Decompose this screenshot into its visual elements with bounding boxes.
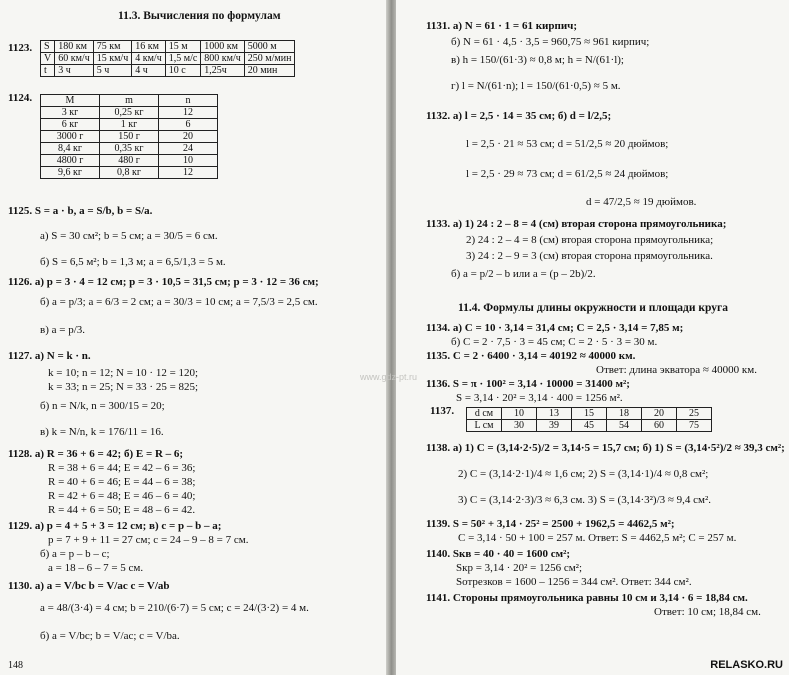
table-cell: t [41,65,55,77]
solution-line: S = 3,14 · 20² = 3,14 · 400 = 1256 м². [456,392,623,404]
table-cell: 6 кг [41,119,100,131]
table-cell: 10 с [165,65,201,77]
solution-line: 1129. а) p = 4 + 5 + 3 = 12 см; в) c = p – b – a; [8,520,222,532]
table-cell: 4 ч [132,65,166,77]
table-row [41,95,218,107]
table-cell: 30 [502,420,537,432]
table-cell: d см [467,408,502,420]
table-cell: 1000 км [201,41,245,53]
table-cell: 15 м [165,41,201,53]
solution-line: 1140. Sкв = 40 · 40 = 1600 см²; [426,548,571,560]
table-cell: M [41,95,100,107]
table-cell: 12 [159,107,218,119]
table-cell: m [100,95,159,107]
table-cell: 6 [159,119,218,131]
left-page [0,0,388,675]
solution-line: l = 2,5 · 21 ≈ 53 см; d = 51/2,5 ≈ 20 дюймов; [466,138,669,150]
table-cell: 16 км [132,41,166,53]
solution-line: R = 40 + 6 = 46; E = 44 – 6 = 38; [48,476,196,488]
solution-line: в) h = 150/(61·3) ≈ 0,8 м; h = N/(61·l); [451,54,624,66]
table-cell: 60 [642,420,677,432]
solution-line: 2) 24 : 2 – 4 = 8 (см) вторая сторона прямоугольника; [466,234,714,246]
solution-line: Sкр = 3,14 · 20² = 1256 см²; [456,562,583,574]
solution-line: б) S = 6,5 м²; b = 1,3 м; a = 6,5/1,3 = 5 м. [40,256,226,268]
solution-line: l = 2,5 · 29 ≈ 73 см; d = 61/2,5 ≈ 24 дюймов; [466,168,669,180]
table-cell: 4800 г [41,155,100,167]
table-row [41,65,295,77]
solution-line: б) a = p – b – c; [40,548,110,560]
table-1137 [466,407,712,432]
solution-line: 1128. а) R = 36 + 6 = 42; б) E = R – 6; [8,448,184,460]
table-cell: 13 [537,408,572,420]
right-page [396,0,789,675]
table-cell: n [159,95,218,107]
table-row [41,131,218,143]
table-cell: 1 кг [100,119,159,131]
section-header-11-3: 11.3. Вычисления по формулам [118,10,281,22]
table-cell: 54 [607,420,642,432]
solution-line: 1130. а) a = V/bc b = V/ac c = V/ab [8,580,170,592]
table-row [41,155,218,167]
solution-line: p = 7 + 9 + 11 = 27 см; c = 24 – 9 – 8 = 7 см. [48,534,249,546]
problem-1137-number: 1137. [430,405,455,417]
table-cell: 10 [159,155,218,167]
solution-line: d = 47/2,5 ≈ 19 дюймов. [586,196,697,208]
table-cell: 15 км/ч [93,53,132,65]
table-cell: 150 г [100,131,159,143]
table-cell: 75 км [93,41,132,53]
solution-line: 1127. а) N = k · n. [8,350,91,362]
solution-line: 1133. а) 1) 24 : 2 – 8 = 4 (см) вторая сторона прямоугольника; [426,218,727,230]
table-cell: 18 [607,408,642,420]
problem-1123-number: 1123. [8,42,33,54]
table-row [41,119,218,131]
solution-line: k = 10; n = 12; N = 10 · 12 = 120; [48,367,199,379]
table-row [41,53,295,65]
solution-line: б) a = p/3; a = 6/3 = 2 см; a = 30/3 = 10 см; a = 7,5/3 = 2,5 см. [40,296,318,308]
table-cell: 20 мин [244,65,295,77]
solution-line: б) a = p/2 – b или a = (p – 2b)/2. [451,268,596,280]
table-cell: 8,4 кг [41,143,100,155]
solution-line: 1134. а) C = 10 · 3,14 = 31,4 см; C = 2,5 · 3,14 = 7,85 м; [426,322,684,334]
solution-line: 1125. S = a · b, a = S/b, b = S/a. [8,205,153,217]
table-cell: 12 [159,167,218,179]
table-cell: 15 [572,408,607,420]
solution-line: б) C = 2 · 7,5 · 3 = 45 см; C = 2 · 5 · 3 = 30 м. [451,336,658,348]
table-row [467,420,712,432]
solution-line: R = 44 + 6 = 50; E = 48 – 6 = 42. [48,504,196,516]
table-cell: 250 м/мин [244,53,295,65]
problem-1124-number: 1124. [8,92,33,104]
solution-line: 1132. а) l = 2,5 · 14 = 35 см; б) d = l/2,5; [426,110,612,122]
watermark: www.gdz-pt.ru [360,372,418,382]
solution-line: 1141. Стороны прямоугольника равны 10 см и 3,14 · 6 = 18,84 см. [426,592,748,604]
solution-line: г) l = N/(61·n); l = 150/(61·0,5) ≈ 5 м. [451,80,621,92]
solution-line: б) a = V/bc; b = V/ac; c = V/ba. [40,630,180,642]
table-cell: 3 ч [55,65,94,77]
solution-line: R = 38 + 6 = 44; E = 42 – 6 = 36; [48,462,196,474]
table-cell: 3 кг [41,107,100,119]
table-cell: 0,8 кг [100,167,159,179]
table-cell: S [41,41,55,53]
solution-line: k = 33; n = 25; N = 33 · 25 = 825; [48,381,199,393]
table-cell: 25 [677,408,712,420]
section-header-11-4: 11.4. Формулы длины окружности и площади круга [458,302,728,314]
solution-line: 1131. а) N = 61 · 1 = 61 кирпич; [426,20,578,32]
solution-line: 1138. а) 1) C = (3,14·2·5)/2 = 3,14·5 = 15,7 см; б) 1) S = (3,14·5²)/2 ≈ 39,3 см²; [426,442,785,454]
table-row [41,107,218,119]
table-1124 [40,94,218,179]
site-logo: RELASKO.RU [710,659,783,671]
table-cell: 5 ч [93,65,132,77]
table-cell: 3000 г [41,131,100,143]
solution-line: 1139. S = 50² + 3,14 · 25² = 2500 + 1962,5 = 4462,5 м²; [426,518,675,530]
solution-line: a = 48/(3·4) = 4 см; b = 210/(6·7) = 5 см; c = 24/(3·2) = 4 м. [40,602,309,614]
table-cell: 10 [502,408,537,420]
page-number: 148 [8,660,23,671]
solution-line: 1126. а) p = 3 · 4 = 12 см; p = 3 · 10,5 = 31,5 см; p = 3 · 12 = 36 см; [8,276,319,288]
table-cell: 4 км/ч [132,53,166,65]
solution-line: a = 18 – 6 – 7 = 5 см. [48,562,144,574]
table-cell: 9,6 кг [41,167,100,179]
solution-line: Ответ: 10 см; 18,84 см. [654,606,761,618]
table-cell: 0,35 кг [100,143,159,155]
solution-line: C = 3,14 · 50 + 100 = 257 м. Ответ: S = 4462,5 м²; C = 257 м. [458,532,737,544]
table-cell: 20 [642,408,677,420]
solution-line: Ответ: длина экватора ≈ 40000 км. [596,364,757,376]
solution-line: в) k = N/n, k = 176/11 = 16. [40,426,164,438]
table-cell: 800 км/ч [201,53,245,65]
table-cell: 180 км [55,41,94,53]
solution-line: Sотрезков = 1600 – 1256 = 344 см². Ответ: 344 см². [456,576,692,588]
solution-line: б) n = N/k, n = 300/15 = 20; [40,400,165,412]
solution-line: R = 42 + 6 = 48; E = 46 – 6 = 40; [48,490,196,502]
solution-line: в) a = p/3. [40,324,85,336]
table-cell: 0,25 кг [100,107,159,119]
table-cell: 45 [572,420,607,432]
table-cell: 20 [159,131,218,143]
table-cell: 480 г [100,155,159,167]
table-cell: 5000 м [244,41,295,53]
table-row [467,408,712,420]
table-cell: 1,25ч [201,65,245,77]
solution-line: 3) C = (3,14·2·3)/3 ≈ 6,3 см. 3) S = (3,14·3²)/3 ≈ 9,4 см². [458,494,712,506]
table-cell: 60 км/ч [55,53,94,65]
table-cell: V [41,53,55,65]
table-cell: L см [467,420,502,432]
table-row [41,143,218,155]
table-cell: 75 [677,420,712,432]
table-row [41,167,218,179]
solution-line: 1136. S = π · 100² = 3,14 · 10000 = 31400 м²; [426,378,630,390]
table-cell: 1,5 м/с [165,53,201,65]
solution-line: а) S = 30 см²; b = 5 см; a = 30/5 = 6 см. [40,230,218,242]
solution-line: 2) C = (3,14·2·1)/4 ≈ 1,6 см; 2) S = (3,14·1)/4 ≈ 0,8 см²; [458,468,709,480]
solution-line: 1135. C = 2 · 6400 · 3,14 = 40192 ≈ 40000 км. [426,350,636,362]
table-1123 [40,40,295,77]
table-row [41,41,295,53]
solution-line: 3) 24 : 2 – 9 = 3 (см) вторая сторона прямоугольника. [466,250,713,262]
table-cell: 39 [537,420,572,432]
table-cell: 24 [159,143,218,155]
solution-line: б) N = 61 · 4,5 · 3,5 = 960,75 ≈ 961 кирпич; [451,36,650,48]
